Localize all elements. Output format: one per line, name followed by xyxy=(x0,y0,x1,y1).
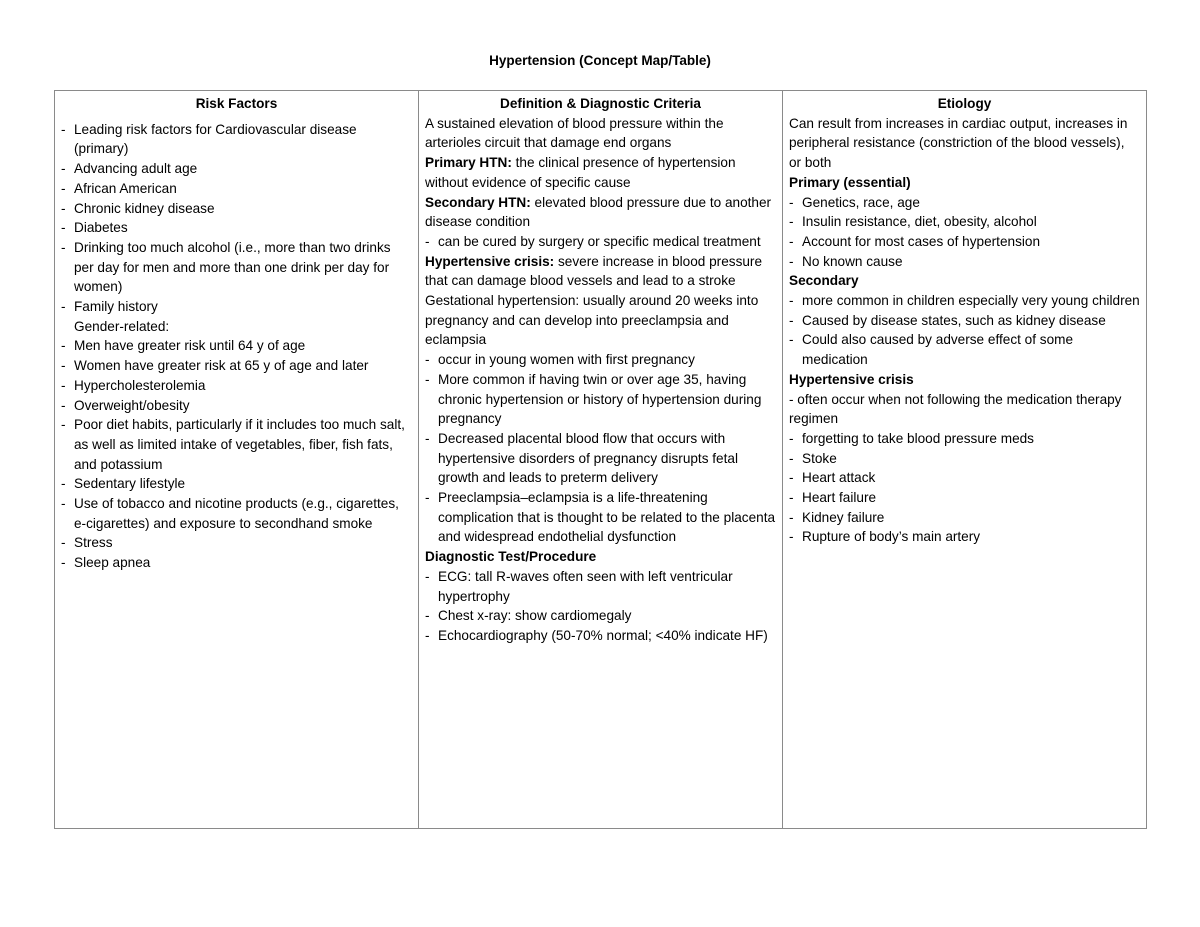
list-item: - forgetting to take blood pressure meds xyxy=(789,429,1140,449)
list-item: - Family history xyxy=(61,297,412,317)
list-item: - Leading risk factors for Cardiovascular disease (primary) xyxy=(61,120,412,159)
list-item: - African American xyxy=(61,179,412,199)
primary-htn-desc: the clinical presence of hypertension without evidence of specific cause xyxy=(425,155,736,190)
etiology-secondary-heading: Secondary xyxy=(789,273,859,289)
list-item: - Decreased placental blood flow that occurs with hypertensive disorders of pregnancy disrupts fetal growth and leads to preterm delivery xyxy=(425,429,776,488)
list-item: - Use of tobacco and nicotine products (e.g., cigarettes, e-cigarettes) and exposure to secondhand smoke xyxy=(61,494,412,533)
secondary-htn-desc: elevated blood pressure due to another disease condition xyxy=(425,194,772,230)
list-item: - Heart attack xyxy=(789,468,1140,488)
list-item: - Chest x-ray: show cardiomegaly xyxy=(425,606,776,626)
list-item: - occur in young women with first pregnancy xyxy=(425,350,776,370)
list-item: Gender-related: xyxy=(74,318,170,334)
list-item: - Account for most cases of hypertension xyxy=(789,232,1140,252)
risk-factors-list xyxy=(61,120,412,573)
list-item: - Men have greater risk until 64 y of age xyxy=(61,336,412,356)
list-item: - Drinking too much alcohol (i.e., more than two drinks per day for men and more than one drink per day for women) xyxy=(61,238,412,297)
risk-factors-heading: Risk Factors xyxy=(195,96,278,111)
etiology-crisis-list xyxy=(789,429,1140,547)
crisis-text xyxy=(425,252,776,291)
list-item: - Overweight/obesity xyxy=(61,396,412,416)
list-item: - Hypercholesterolemia xyxy=(61,376,412,396)
gestational-list xyxy=(425,350,776,547)
etiology-secondary-list xyxy=(789,291,1140,370)
list-item: - Insulin resistance, diet, obesity, alcohol xyxy=(789,212,1140,232)
list-item: - Advancing adult age xyxy=(61,159,412,179)
etiology-heading: Etiology xyxy=(937,96,992,111)
etiology-primary-list xyxy=(789,193,1140,272)
list-item: - can be cured by surgery or specific medical treatment xyxy=(425,232,776,252)
concept-table xyxy=(54,90,1147,829)
list-item: - Rupture of body’s main artery xyxy=(789,527,1140,547)
list-item: - Preeclampsia–eclampsia is a life-threatening complication that is thought to be related to the placenta and widespread endothelial dysfunction xyxy=(425,488,776,547)
primary-htn-label: Primary HTN: xyxy=(425,155,512,171)
etiology-primary-heading: Primary (essential) xyxy=(789,174,911,190)
primary-htn-text xyxy=(425,153,776,192)
secondary-htn-label: Secondary HTN: xyxy=(425,194,531,210)
list-item: - No known cause xyxy=(789,252,1140,272)
secondary-htn-text xyxy=(425,193,776,232)
crisis-desc: severe increase in blood pressure that can damage blood vessels and lead to a stroke xyxy=(425,253,763,289)
list-item: - Caused by disease states, such as kidney disease xyxy=(789,311,1140,331)
definition-cell xyxy=(419,91,783,829)
crisis-label: Hypertensive crisis: xyxy=(425,253,555,269)
list-item: - Kidney failure xyxy=(789,508,1140,528)
list-item: - more common in children especially very young children xyxy=(789,291,1140,311)
list-item: - Could also caused by adverse effect of some medication xyxy=(789,330,1140,369)
etiology-cell xyxy=(783,91,1147,829)
diagnostic-heading: Diagnostic Test/Procedure xyxy=(425,549,597,565)
secondary-htn-list xyxy=(425,232,776,252)
page-title: Hypertension (Concept Map/Table) xyxy=(489,53,711,68)
list-item: - Sleep apnea xyxy=(61,553,412,573)
list-item: - Stress xyxy=(61,533,412,553)
list-item: - Diabetes xyxy=(61,218,412,238)
etiology-intro: Can result from increases in cardiac output, increases in peripheral resistance (constriction of the blood vessels), or both xyxy=(789,115,1128,171)
list-item: - Heart failure xyxy=(789,488,1140,508)
list-item: - ECG: tall R-waves often seen with left ventricular hypertrophy xyxy=(425,567,776,606)
etiology-crisis-intro: - often occur when not following the medication therapy regimen xyxy=(789,391,1122,427)
etiology-crisis-heading: Hypertensive crisis xyxy=(789,371,914,387)
list-item: - Echocardiography (50-70% normal; <40% indicate HF) xyxy=(425,626,776,646)
list-item: - Women have greater risk at 65 y of age and later xyxy=(61,356,412,376)
list-item: - Genetics, race, age xyxy=(789,193,1140,213)
table-row xyxy=(55,91,1147,829)
list-item: - Stoke xyxy=(789,449,1140,469)
list-item: - Poor diet habits, particularly if it includes too much salt, as well as limited intake of vegetables, fiber, fish fats, and potassium xyxy=(61,415,412,474)
diagnostic-list xyxy=(425,567,776,646)
list-item: - Chronic kidney disease xyxy=(61,199,412,219)
risk-factors-cell xyxy=(55,91,419,829)
definition-heading: Definition & Diagnostic Criteria xyxy=(500,96,701,111)
gestational-text: Gestational hypertension: usually around 20 weeks into pregnancy and can develop into preeclampsia and eclampsia xyxy=(425,293,759,348)
definition-intro: A sustained elevation of blood pressure within the arterioles circuit that damage end organs xyxy=(425,115,724,151)
list-item: - Sedentary lifestyle xyxy=(61,474,412,494)
list-item: - More common if having twin or over age 35, having chronic hypertension or history of hypertension during pregnancy xyxy=(425,370,776,429)
